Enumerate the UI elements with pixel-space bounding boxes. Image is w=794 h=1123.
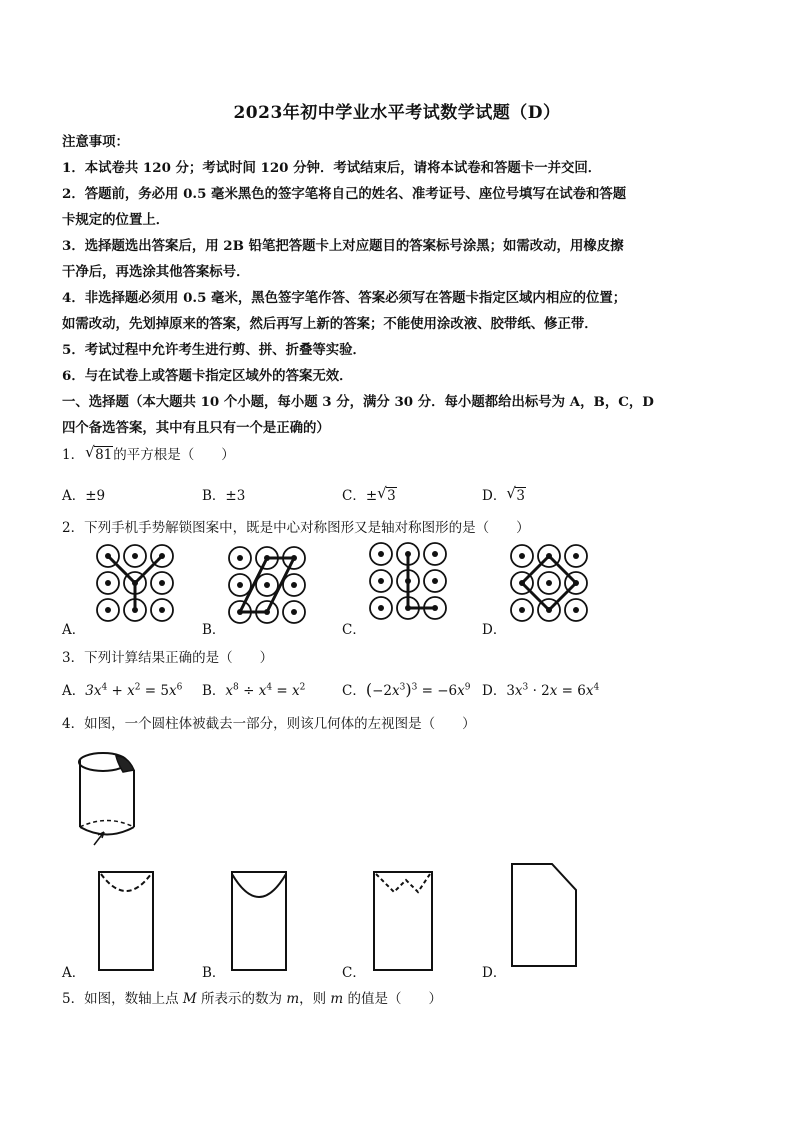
note-line: 干净后，再选涂其他答案标号． [62, 264, 250, 280]
q2-label-a: A． [62, 622, 86, 638]
page-title: 2023年初中学业水平考试数学试题（D） [233, 103, 561, 123]
q1-option-b: B．±3 [202, 488, 246, 504]
q1-number: 1． [62, 447, 85, 463]
q3-option-b: B．$x^8 \div x^4 = x^2$ [202, 682, 306, 699]
question-1 [62, 443, 235, 463]
q3-option-d: D．$3x^3 \cdot 2x = 6x^4$ [482, 682, 600, 699]
q4-label-d: D． [482, 965, 507, 981]
q4-option-b-figure [228, 868, 298, 978]
q2-option-d-pattern [511, 545, 587, 621]
q4-option-c-figure [370, 868, 440, 978]
question-5: 5．如图，数轴上点 M 所表示的数为 m，则 m 的值是（ ） [62, 991, 443, 1007]
note-line: 6．与在试卷上或答题卡指定区域外的答案无效． [62, 368, 353, 384]
note-line: 5．考试过程中允许考生进行剪、拼、折叠等实验． [62, 342, 366, 358]
q2-label-c: C． [342, 622, 366, 638]
q4-cylinder-figure [68, 742, 168, 852]
q4-label-b: B． [202, 965, 226, 981]
q2-option-a-pattern [97, 545, 173, 621]
question-4: 4．如图，一个圆柱体被截去一部分，则该几何体的左视图是（ ） [62, 716, 476, 732]
note-line: 2．答题前，务必用 0.5 毫米黑色的签字笔将自己的姓名、准考证号、座位号填写在试卷和答题 [62, 186, 627, 202]
q1-stem: 的平方根是（ ） [113, 447, 235, 463]
note-line: 1．本试卷共 120 分；考试时间 120 分钟．考试结束后，请将本试卷和答题卡一并交回． [62, 160, 602, 176]
note-line: 卡规定的位置上． [62, 212, 170, 228]
question-2: 2．下列手机手势解锁图案中，既是中心对称图形又是轴对称图形的是（ ） [62, 520, 530, 536]
q1-option-d: D． √ 3 [482, 484, 525, 504]
q4-option-a-figure [95, 868, 165, 978]
q1-option-c: C．± √ 3 [342, 484, 396, 504]
question-3: 3．下列计算结果正确的是（ ） [62, 650, 274, 666]
q4-option-d-figure [508, 860, 588, 970]
note-line: 4．非选择题必须用 0.5 毫米，黑色签字笔作答、答案必须写在答题卡指定区域内相应的位置； [62, 290, 627, 306]
q3-option-a: A．$3x^4 + x^2 = 5x^6$ [62, 682, 183, 699]
q2-label-d: D． [482, 622, 507, 638]
q2-figures [0, 540, 794, 640]
q2-option-b-pattern [229, 547, 305, 623]
note-line: 如需改动，先划掉原来的答案，然后再写上新的答案；不能使用涂改液、胶带纸、修正带． [62, 316, 598, 332]
notes-heading: 注意事项： [62, 134, 129, 150]
q3-option-c: C．$(-2x^3)^3 = -6x^9$ [342, 680, 471, 699]
q2-option-c-pattern [370, 543, 446, 619]
section-heading: 四个备选答案，其中有且只有一个是正确的） [62, 420, 330, 436]
q2-label-b: B． [202, 622, 226, 638]
note-line: 3．选择题选出答案后，用 2B 铅笔把答题卡上对应题目的答案标号涂黑；如需改动，用橡皮擦 [62, 238, 624, 254]
q1-sqrt: √ 81 [85, 443, 113, 463]
section-heading: 一、选择题（本大题共 10 个小题，每小题 3 分，满分 30 分．每小题都给出标号为 A，B，C，D [62, 394, 654, 410]
q1-option-a: A．±9 [62, 488, 106, 504]
q4-label-a: A． [62, 965, 86, 981]
q4-label-c: C． [342, 965, 366, 981]
